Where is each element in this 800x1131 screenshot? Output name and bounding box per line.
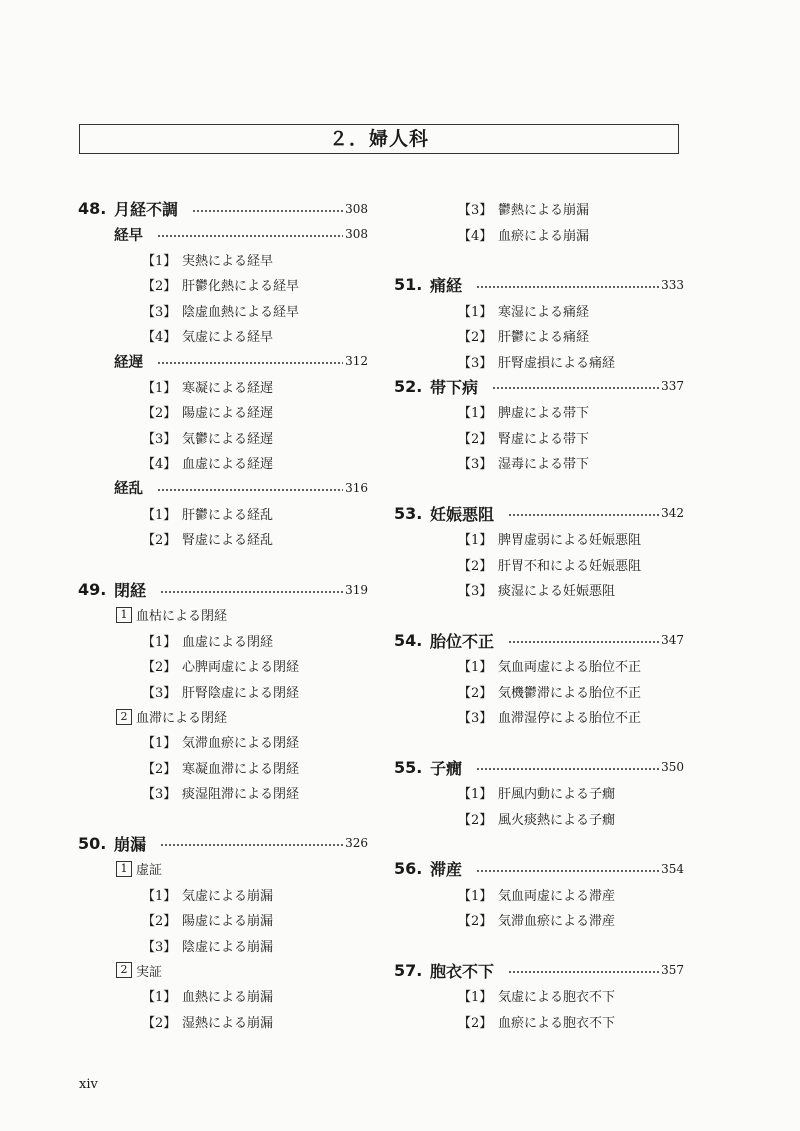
page-number: 357 [661, 963, 684, 978]
item-marker: 【3】 [458, 457, 493, 473]
item-marker: 【1】 [458, 787, 493, 803]
item-label: 陽虚による経遅 [182, 406, 274, 422]
leader-dots [508, 641, 659, 643]
page-number: 308 [345, 201, 368, 216]
item-marker: 【1】 [142, 253, 177, 269]
item-marker: 【4】 [142, 330, 177, 346]
toc-item[interactable] [78, 678, 368, 703]
item-label: 気滞血瘀による閉経 [182, 736, 300, 752]
toc-item[interactable] [394, 323, 684, 348]
toc-group-entry[interactable] [78, 856, 368, 881]
toc-item[interactable] [394, 1009, 684, 1034]
toc-item[interactable] [394, 704, 684, 729]
section-number: 52. [394, 376, 423, 396]
toc-item[interactable] [78, 247, 368, 272]
item-label: 血滞湿停による胎位不正 [498, 711, 642, 726]
spacer [394, 729, 684, 754]
item-label: 陰虚による崩漏 [182, 939, 274, 955]
spacer [394, 475, 684, 500]
item-label: 鬱熱による崩漏 [498, 203, 590, 219]
toc-section-entry[interactable] [78, 196, 368, 221]
item-label: 湿熱による崩漏 [182, 1015, 274, 1031]
page-number: 354 [661, 861, 684, 876]
toc-item[interactable] [394, 526, 684, 551]
item-marker: 【1】 [142, 990, 177, 1006]
item-label: 脾胃虚弱による妊娠悪阻 [498, 533, 642, 549]
item-label: 肝胃不和による妊娠悪阻 [498, 558, 642, 574]
item-label: 気虚による経早 [182, 330, 274, 346]
item-marker: 【3】 [142, 685, 177, 701]
item-label: 寒湿による痛経 [498, 304, 590, 320]
group-label: 血枯による閉経 [136, 609, 228, 625]
section-title: 崩漏 [114, 834, 147, 854]
toc-item[interactable] [394, 348, 684, 373]
group-number-box: 2 [116, 709, 132, 725]
toc-section-entry[interactable] [394, 856, 684, 881]
item-marker: 【1】 [458, 888, 493, 904]
section-title: 胎位不正 [430, 631, 495, 651]
toc-section-entry[interactable] [78, 831, 368, 856]
leader-dots [157, 362, 343, 364]
toc-subsection-entry[interactable] [78, 475, 368, 500]
page-number: 337 [661, 379, 684, 394]
group-label: 血滞による閉経 [136, 711, 228, 726]
leader-dots [476, 870, 659, 872]
item-label: 痰湿による妊娠悪阻 [498, 584, 616, 600]
item-marker: 【2】 [458, 558, 493, 574]
section-title: 月経不調 [114, 200, 179, 220]
section-title: 胞衣不下 [430, 961, 495, 981]
item-label: 気機鬱滞による胎位不正 [498, 685, 642, 701]
item-label: 心脾両虚による閉経 [182, 660, 300, 676]
leader-dots [157, 235, 343, 237]
toc-item[interactable] [78, 501, 368, 526]
item-label: 血瘀による崩漏 [498, 228, 590, 244]
toc-section-entry[interactable] [394, 501, 684, 526]
item-marker: 【3】 [458, 711, 493, 726]
section-title: 痛経 [430, 276, 463, 296]
subsection-title: 経遅 [114, 354, 143, 371]
toc-item[interactable] [78, 298, 368, 323]
leader-dots [157, 489, 343, 491]
leader-dots [192, 210, 343, 212]
page-number: 347 [661, 633, 684, 648]
item-marker: 【3】 [142, 304, 177, 320]
item-marker: 【2】 [142, 279, 177, 295]
spacer [394, 602, 684, 627]
item-marker: 【3】 [458, 355, 493, 371]
section-number: 51. [394, 275, 423, 295]
toc-item[interactable] [78, 1009, 368, 1034]
toc-item[interactable] [394, 450, 684, 475]
toc-item[interactable] [394, 577, 684, 602]
page-number: 342 [661, 506, 684, 521]
toc-item[interactable] [78, 628, 368, 653]
section-title: 滞産 [430, 860, 463, 880]
item-label: 陽虚による崩漏 [182, 914, 274, 930]
item-marker: 【2】 [142, 1015, 177, 1031]
toc-item[interactable] [394, 221, 684, 246]
group-label: 虚証 [136, 863, 163, 879]
toc-item[interactable] [78, 882, 368, 907]
section-title: 子癇 [430, 758, 463, 778]
item-label: 腎虚による帯下 [498, 431, 590, 447]
item-marker: 【1】 [458, 406, 493, 422]
page-number: 308 [345, 227, 368, 242]
toc-item[interactable] [394, 551, 684, 576]
item-label: 肝鬱化熱による経早 [182, 279, 300, 295]
leader-dots [476, 768, 659, 770]
section-title: 妊娠悪阻 [430, 504, 495, 524]
item-label: 肝腎陰虚による閉経 [182, 685, 300, 701]
toc-item[interactable] [78, 526, 368, 551]
page-number: 312 [345, 354, 368, 369]
item-label: 肝鬱による痛経 [498, 330, 590, 346]
item-marker: 【1】 [458, 660, 493, 676]
item-label: 肝風内動による子癇 [498, 787, 616, 803]
group-number-box: 1 [116, 607, 132, 623]
leader-dots [476, 286, 659, 288]
toc-section-entry[interactable] [394, 628, 684, 653]
toc-item[interactable] [78, 780, 368, 805]
toc-item[interactable] [394, 399, 684, 424]
toc-item[interactable] [394, 907, 684, 932]
toc-item[interactable] [394, 983, 684, 1008]
leader-dots [492, 387, 659, 389]
toc-item[interactable] [78, 399, 368, 424]
page-number: 326 [345, 836, 368, 851]
toc-group-entry[interactable] [78, 958, 368, 983]
toc-item[interactable] [394, 678, 684, 703]
item-marker: 【3】 [142, 787, 177, 803]
item-label: 血虚による閉経 [182, 634, 274, 650]
page-number: 319 [345, 582, 368, 597]
item-marker: 【1】 [142, 888, 177, 904]
item-marker: 【2】 [142, 533, 177, 549]
spacer [394, 831, 684, 856]
item-label: 血虚による経遅 [182, 457, 274, 473]
item-label: 風火痰熱による子癇 [498, 812, 616, 828]
toc-group-entry[interactable] [78, 602, 368, 627]
section-number: 53. [394, 503, 423, 523]
toc-item[interactable] [78, 653, 368, 678]
item-marker: 【3】 [142, 939, 177, 955]
item-marker: 【2】 [458, 914, 493, 930]
spacer [394, 247, 684, 272]
item-marker: 【2】 [458, 1015, 493, 1031]
item-label: 気虚による崩漏 [182, 888, 274, 904]
page-number: 333 [661, 277, 684, 292]
toc-section-entry[interactable] [78, 577, 368, 602]
item-marker: 【3】 [458, 584, 493, 600]
spacer [78, 551, 368, 576]
item-marker: 【2】 [458, 812, 493, 828]
item-label: 気血両虚による胎位不正 [498, 660, 642, 676]
toc-item[interactable] [394, 425, 684, 450]
item-marker: 【3】 [142, 431, 177, 447]
item-marker: 【1】 [458, 304, 493, 320]
group-number-box: 2 [116, 962, 132, 978]
toc-item[interactable] [394, 780, 684, 805]
item-label: 血瘀による胞衣不下 [498, 1015, 616, 1031]
toc-item[interactable] [394, 196, 684, 221]
section-number: 48. [78, 199, 107, 219]
toc-item[interactable] [78, 932, 368, 957]
item-marker: 【1】 [458, 533, 493, 549]
leader-dots [160, 591, 343, 593]
item-label: 腎虚による経乱 [182, 533, 274, 549]
spacer [78, 805, 368, 830]
section-number: 56. [394, 859, 423, 879]
page-number: 350 [661, 760, 684, 775]
item-label: 寒凝による経遅 [182, 380, 274, 396]
toc-item[interactable] [78, 983, 368, 1008]
item-marker: 【2】 [142, 406, 177, 422]
item-marker: 【1】 [142, 634, 177, 650]
item-label: 痰湿阻滞による閉経 [182, 787, 300, 803]
item-label: 陰虚血熱による経早 [182, 304, 300, 320]
section-number: 49. [78, 580, 107, 600]
item-marker: 【4】 [142, 457, 177, 473]
spacer [394, 932, 684, 957]
toc-left-column [78, 196, 368, 1034]
toc-subsection-entry[interactable] [78, 348, 368, 373]
item-label: 湿毒による帯下 [498, 457, 590, 473]
item-marker: 【2】 [458, 685, 493, 701]
leader-dots [508, 514, 659, 516]
toc-item[interactable] [78, 755, 368, 780]
item-label: 気虚による胞衣不下 [498, 990, 616, 1006]
item-marker: 【2】 [142, 761, 177, 777]
item-marker: 【1】 [458, 990, 493, 1006]
item-marker: 【2】 [458, 431, 493, 447]
section-number: 50. [78, 833, 107, 853]
toc-item[interactable] [394, 298, 684, 323]
item-label: 実熱による経早 [182, 253, 274, 269]
item-marker: 【1】 [142, 736, 177, 752]
leader-dots [508, 971, 659, 973]
leader-dots [160, 844, 343, 846]
section-title: 帯下病 [430, 377, 479, 397]
toc-item[interactable] [78, 272, 368, 297]
page-folio: xiv [79, 1077, 98, 1092]
toc-group-entry[interactable] [78, 704, 368, 729]
section-number: 54. [394, 630, 423, 650]
chapter-title: ２．婦人科 [79, 124, 679, 154]
subsection-title: 経乱 [114, 481, 143, 498]
item-marker: 【2】 [142, 914, 177, 930]
item-label: 気鬱による経遅 [182, 431, 274, 447]
toc-section-entry[interactable] [394, 374, 684, 399]
toc-item[interactable] [394, 805, 684, 830]
item-marker: 【2】 [142, 660, 177, 676]
item-label: 血熱による崩漏 [182, 990, 274, 1006]
toc-item[interactable] [394, 882, 684, 907]
subsection-title: 経早 [114, 227, 143, 244]
item-marker: 【3】 [458, 203, 493, 219]
group-number-box: 1 [116, 861, 132, 877]
toc-item[interactable] [78, 425, 368, 450]
item-marker: 【4】 [458, 228, 493, 244]
toc-item[interactable] [78, 323, 368, 348]
item-label: 脾虚による帯下 [498, 406, 590, 422]
page-number: 316 [345, 480, 368, 495]
section-number: 57. [394, 960, 423, 980]
toc-item[interactable] [78, 450, 368, 475]
toc-subsection-entry[interactable] [78, 221, 368, 246]
toc-section-entry[interactable] [394, 755, 684, 780]
item-label: 肝鬱による経乱 [182, 507, 274, 523]
toc-item[interactable] [394, 653, 684, 678]
toc-item[interactable] [78, 374, 368, 399]
item-label: 気滞血瘀による滞産 [498, 914, 616, 930]
item-marker: 【2】 [458, 330, 493, 346]
toc-item[interactable] [78, 729, 368, 754]
toc-section-entry[interactable] [394, 272, 684, 297]
group-label: 実証 [136, 964, 163, 980]
item-label: 寒凝血滞による閉経 [182, 761, 300, 777]
item-label: 気血両虚による滞産 [498, 888, 616, 904]
section-title: 閉経 [114, 581, 147, 601]
toc-section-entry[interactable] [394, 958, 684, 983]
item-marker: 【1】 [142, 507, 177, 523]
item-label: 肝腎虚損による痛経 [498, 355, 616, 371]
item-marker: 【1】 [142, 380, 177, 396]
toc-item[interactable] [78, 907, 368, 932]
toc-right-column [394, 196, 684, 1034]
section-number: 55. [394, 757, 423, 777]
